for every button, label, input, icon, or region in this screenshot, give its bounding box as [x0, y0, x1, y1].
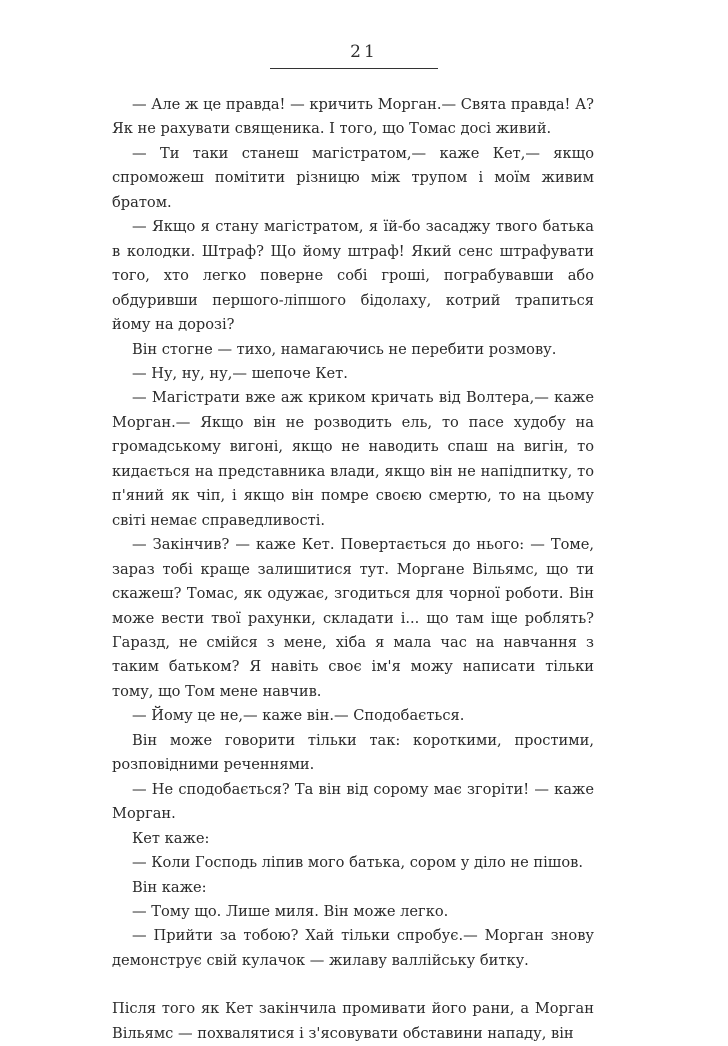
closing-paragraph: Після того як Кет закінчила промивати його рани, а Морган Вільямс — похвалятися і з'ясовувати обставини нападу, він — [112, 1000, 594, 1042]
page-number: 21 — [350, 42, 378, 62]
header-rule — [270, 68, 438, 69]
paragraph-9: Він може говорити тільки так: короткими, простими, розповідними реченнями. — [112, 731, 594, 774]
body-text — [112, 93, 594, 1046]
paragraph-8: — Йому це не,— каже він.— Сподобається. — [132, 707, 465, 725]
paragraph-1: — Але ж це правда! — кричить Морган.— Свята правда! А? Як не рахувати священика. І того, що Томас досі живий. — [112, 96, 594, 138]
paragraph-13: Він каже: — [132, 878, 207, 896]
paragraph-4: Він стогне — тихо, намагаючись не перебити розмову. — [132, 340, 557, 358]
paragraph-6: — Магістрати вже аж криком кричать від Волтера,— каже Морган.— Якщо він не розводить ель, то пасе худобу на громадському вигоні, якщо не наводить спаш на вигін, то кидається на представника влади, якщо він не напідпитку, то п'яний як чіп, і якщо він помре своєю смертю, то на цьому світі немає справедливості. — [112, 389, 594, 529]
paragraph-5: — Ну, ну, ну,— шепоче Кет. — [132, 364, 348, 382]
paragraph-14: — Тому що. Лише миля. Він може легко. — [132, 902, 449, 920]
paragraph-7: — Закінчив? — каже Кет. Повертається до нього: — Томе, зараз тобі краще залишитися тут. Моргане Вільямс, що ти скажеш? Томас, як одужає, згодиться для чорної роботи. Він може вести твої рахунки, складати і... що там іще роблять? Гаразд, не смійся з мене, хіба я мала час на навчання з таким батьком? Я навіть своє ім'я можу написати тільки тому, що Том мене навчив. — [112, 536, 594, 700]
paragraph-12: — Коли Господь ліпив мого батька, сором у діло не пішов. — [132, 854, 583, 872]
paragraph-11: Кет каже: — [132, 829, 210, 847]
paragraph-3: — Якщо я стану магістратом, я їй-бо засаджу твого батька в колодки. Штраф? Що йому штраф! Який сенс штрафувати того, хто легко поверне собі гроші, пограбувавши або обдуривши першого-ліпшого бідолаху, котрий трапиться йому на дорозі? — [112, 218, 594, 334]
paragraph-15: — Прийти за тобою? Хай тільки спробує.— Морган знову демонструє свій кулачок — жилаву валлійську битку. — [112, 927, 594, 969]
paragraph-10: — Не сподобається? Та він від сорому має згоріти! — каже Морган. — [112, 780, 594, 823]
paragraph-2: — Ти таки станеш магістратом,— каже Кет,— якщо спроможеш помітити різницю між трупом і моїм живим братом. — [112, 144, 594, 211]
